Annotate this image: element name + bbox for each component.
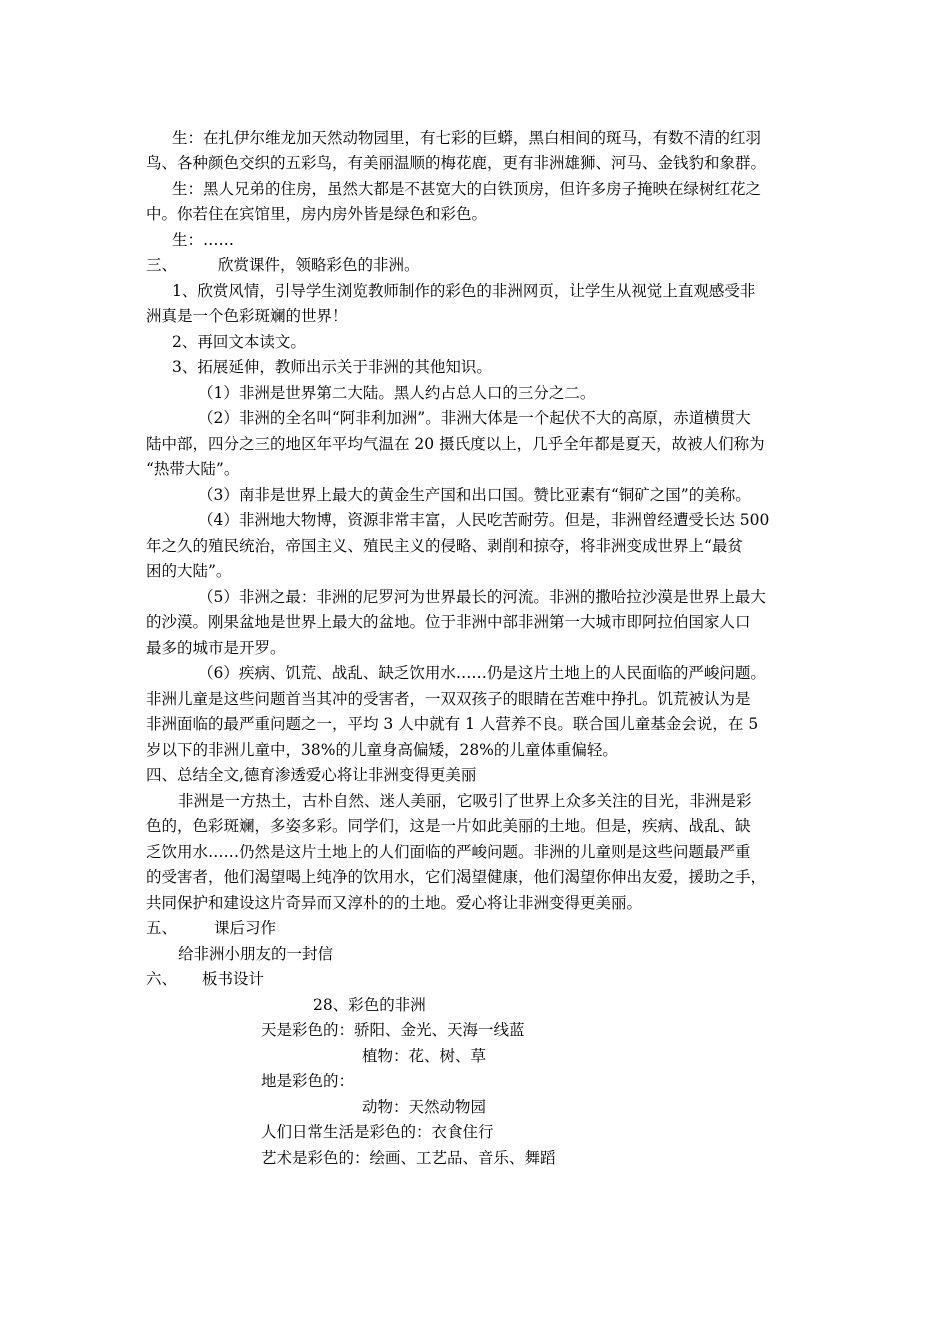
board-sky: 天是彩色的：骄阳、金光、天海一线蓝	[261, 1021, 525, 1039]
section-5-title: 课后习作	[214, 919, 277, 937]
summary-line3: 乏饮用水……仍然是这片土地上的人们面临的严峻问题。非洲的儿童则是这些问题最严重	[146, 843, 751, 861]
student-answer-3: 生：……	[172, 231, 235, 249]
section-5-number: 五、	[146, 919, 178, 937]
board-title: 28、彩色的非洲	[313, 996, 426, 1014]
student-answer-1-line1: 生：在扎伊尔维龙加天然动物园里，有七彩的巨蟒，黑白相间的斑马，有数不清的红羽	[172, 129, 762, 147]
summary-line5: 共同保护和建设这片奇异而又淳朴的的土地。爱心将让非洲变得更美丽。	[146, 894, 643, 912]
board-animals: 动物：天然动物园	[362, 1098, 487, 1116]
fact-4-line3: 困的大陆”。	[146, 562, 232, 580]
section-3-heading	[146, 253, 420, 279]
section-3-item-1-line2: 洲真是一个色彩斑斓的世界！	[146, 307, 348, 325]
board-plants: 植物：花、树、草	[362, 1047, 487, 1065]
section-6-heading	[146, 967, 264, 993]
homework-task: 给非洲小朋友的一封信	[178, 945, 334, 963]
board-art: 艺术是彩色的：绘画、工艺品、音乐、舞蹈	[261, 1149, 556, 1167]
fact-5-line1: （5）非洲之最：非洲的尼罗河为世界最长的河流。非洲的撒哈拉沙漠是世界上最大	[198, 588, 766, 606]
section-3-item-3: 3、拓展延伸，教师出示关于非洲的其他知识。	[172, 358, 492, 376]
section-3-item-2: 2、再回文本读文。	[172, 333, 306, 351]
fact-6-line4: 岁以下的非洲儿童中，38%的儿童身高偏矮，28%的儿童体重偏轻。	[146, 741, 618, 759]
summary-line2: 色的，色彩斑斓，多姿多彩。同学们，这是一片如此美丽的土地。但是，疾病、战乱、缺	[146, 817, 751, 835]
fact-4-line2: 年之久的殖民统治，帝国主义、殖民主义的侵略、剥削和掠夺，将非洲变成世界上“最贫	[146, 537, 743, 555]
fact-6-line1: （6）疾病、饥荒、战乱、缺乏饮用水……仍是这片土地上的人民面临的严峻问题。	[198, 664, 766, 682]
summary-line1: 非洲是一方热土，古朴自然、迷人美丽，它吸引了世界上众多关注的目光，非洲是彩	[178, 792, 752, 810]
fact-3: （3）南非是世界上最大的黄金生产国和出口国。赞比亚素有“铜矿之国”的美称。	[198, 486, 751, 504]
section-3-item-1-line1: 1、欣赏风情，引导学生浏览教师制作的彩色的非洲网页，让学生从视觉上直观感受非	[172, 282, 756, 300]
fact-5-line2: 的沙漠。刚果盆地是世界上最大的盆地。位于非洲中部非洲第一大城市即阿拉伯国家人口	[146, 613, 751, 631]
fact-1: （1）非洲是世界第二大陆。黑人约占总人口的三分之二。	[198, 384, 596, 402]
student-answer-2-line2: 中。你若住在宾馆里，房内房外皆是绿色和彩色。	[146, 205, 488, 223]
fact-2-line2: 陆中部，四分之三的地区年平均气温在 20 摄氏度以上，几乎全年都是夏天，故被人们称为	[146, 435, 765, 453]
section-4-heading: 四、总结全文,德育渗透爱心将让非洲变得更美丽	[146, 766, 477, 784]
section-6-title: 板书设计	[202, 970, 265, 988]
section-5-heading	[146, 916, 276, 942]
fact-6-line2: 非洲儿童是这些问题首当其冲的受害者，一双双孩子的眼睛在苦难中挣扎。饥荒被认为是	[146, 690, 751, 708]
student-answer-1-line2: 鸟、各种颜色交织的五彩鸟，有美丽温顺的梅花鹿，更有非洲雄狮、河马、金钱豹和象群。	[146, 154, 767, 172]
section-3-title: 欣赏课件，领略彩色的非洲。	[218, 256, 420, 274]
fact-2-line1: （2）非洲的全名叫“阿非利加洲”。非洲大体是一个起伏不大的高原，赤道横贯大	[198, 409, 751, 427]
student-answer-2-line1: 生：黑人兄弟的住房，虽然大都是不甚宽大的白铁顶房，但许多房子掩映在绿树红花之	[172, 180, 762, 198]
board-earth: 地是彩色的：	[261, 1072, 355, 1090]
section-3-number: 三、	[146, 256, 178, 274]
fact-2-line3: “热带大陆”。	[146, 460, 240, 478]
summary-line4: 的受害者，他们渴望喝上纯净的饮用水，它们渴望健康，他们渴望你伸出友爱，援助之手，	[146, 868, 767, 886]
fact-4-line1: （4）非洲地大物博，资源非常丰富，人民吃苦耐劳。但是，非洲曾经遭受长达 500	[198, 511, 770, 529]
section-6-number: 六、	[146, 970, 178, 988]
fact-6-line3: 非洲面临的最严重问题之一，平均 3 人中就有 1 人营养不良。联合国儿童基金会说，在 5	[146, 715, 759, 733]
board-life: 人们日常生活是彩色的：衣食住行	[261, 1123, 494, 1141]
fact-5-line3: 最多的城市是开罗。	[146, 639, 286, 657]
